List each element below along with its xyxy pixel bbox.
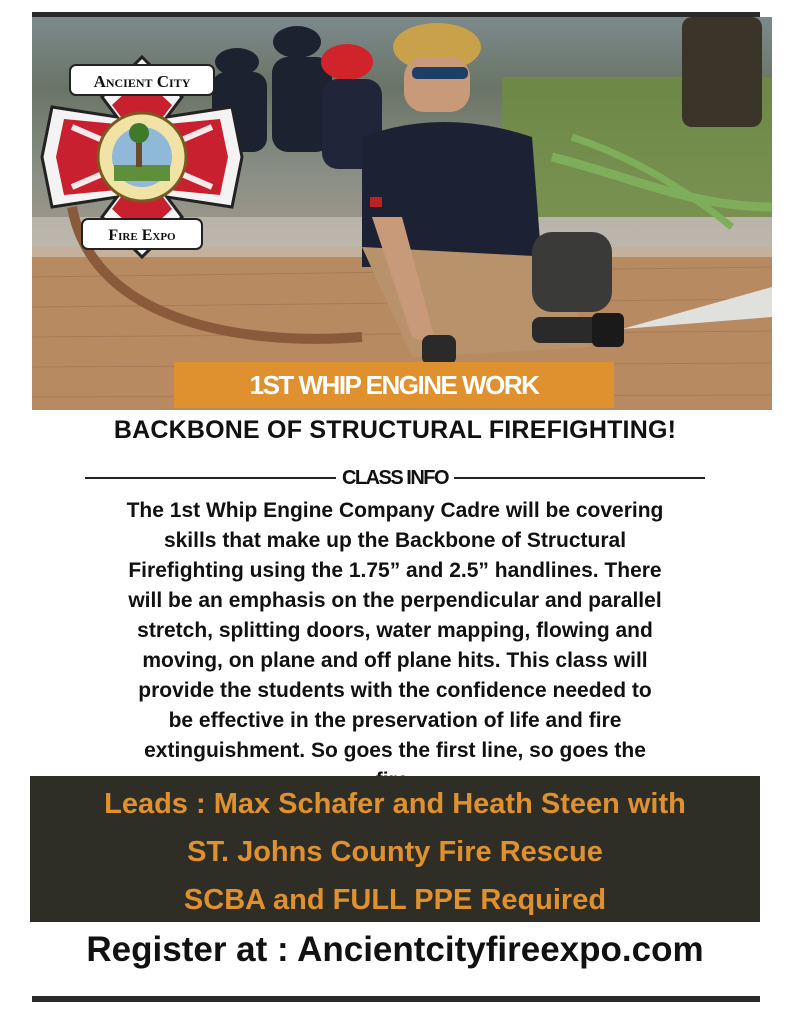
description-line: will be an emphasis on the perpendicular and parallel (128, 589, 662, 612)
class-title: 1ST WHIP ENGINE WORK (249, 369, 539, 400)
details-box (30, 776, 760, 922)
requirement-text: SCBA and FULL PPE Required (183, 884, 607, 916)
register-text: Register at : Ancientcityfireexpo.com (86, 930, 704, 969)
class-subtitle: BACKBONE OF STRUCTURAL FIREFIGHTING! (113, 416, 677, 444)
description-line: be effective in the preservation of life and fire (168, 709, 622, 732)
heading-rule-right (454, 477, 705, 479)
class-info-label: CLASS INFO (341, 466, 449, 489)
class-title-banner (174, 362, 614, 408)
description-line: provide the students with the confidence needed to (138, 679, 652, 702)
logo-top-text: Ancient City (93, 72, 191, 91)
description-line: moving, on plane and off plane hits. This class will (142, 649, 648, 672)
bottom-divider (32, 996, 760, 1002)
class-description (62, 496, 728, 796)
class-info-heading (85, 463, 705, 493)
description-line: skills that make up the Backbone of Structural (163, 529, 627, 552)
department-text: ST. Johns County Fire Rescue (187, 836, 603, 868)
logo-bottom-text: Fire Expo (108, 227, 176, 244)
description-line: The 1st Whip Engine Company Cadre will be covering (126, 499, 664, 522)
hero-photo (32, 17, 772, 410)
heading-rule-left (85, 477, 336, 479)
description-line: stretch, splitting doors, water mapping, flowing and (137, 619, 653, 642)
description-line: extinguishment. So goes the first line, so goes the (144, 739, 646, 762)
description-line: Firefighting using the 1.75” and 2.5” handlines. There (128, 559, 662, 582)
leads-text: Leads : Max Schafer and Heath Steen with (104, 788, 686, 820)
